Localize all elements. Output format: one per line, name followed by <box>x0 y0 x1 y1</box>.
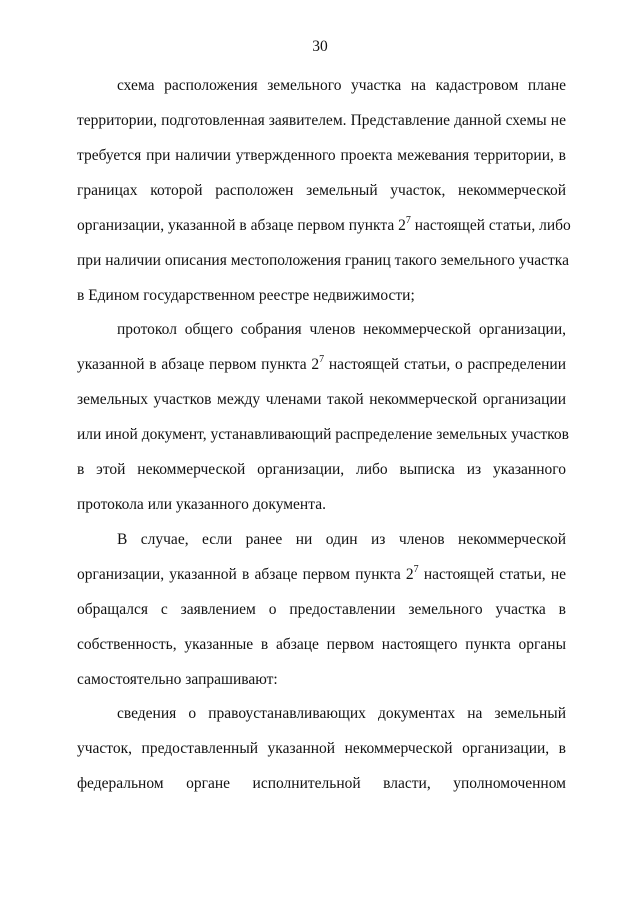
text-line: земельных участков между членами такой некоммерческой организации <box>77 391 566 408</box>
text-line: организации, указанной в абзаце первом пункта $2^7$ настоящей статьи, либо <box>77 215 571 234</box>
superscript: 7 <box>413 564 419 575</box>
superscript: 7 <box>405 215 411 226</box>
text-line: требуется при наличии утвержденного проекта межевания территории, в <box>77 147 566 164</box>
text-line: в этой некоммерческой организации, либо выписка из указанного <box>77 461 566 478</box>
text-line: территории, подготовленная заявителем. Представление данной схемы не <box>77 112 566 129</box>
page-number: 30 <box>312 38 328 55</box>
text-line: федеральном органе исполнительной власти, уполномоченном <box>77 775 566 792</box>
text-line: границах которой расположен земельный участок, некоммерческой <box>77 182 566 199</box>
text-line: организации, указанной в абзаце первом пункта $2^7$ настоящей статьи, не <box>77 564 566 583</box>
text-line: указанной в абзаце первом пункта $2^7$ настоящей статьи, о распределении <box>77 354 566 373</box>
text-line: протокола или указанного документа. <box>77 496 326 513</box>
text-line: собственность, указанные в абзаце первом настоящего пункта органы <box>77 636 566 653</box>
text-line: схема расположения земельного участка на кадастровом плане <box>117 77 566 94</box>
text-line: в Едином государственном реестре недвижимости; <box>77 287 415 304</box>
superscript: 7 <box>319 354 325 365</box>
text-line: протокол общего собрания членов некоммерческой организации, <box>117 321 566 338</box>
text-line: участок, предоставленный указанной некоммерческой организации, в <box>77 740 566 757</box>
text-line: или иной документ, устанавливающий распределение земельных участков <box>77 426 569 443</box>
text-line: В случае, если ранее ни один из членов некоммерческой <box>117 531 566 548</box>
text-line: обращался с заявлением о предоставлении земельного участка в <box>77 601 566 618</box>
text-line: сведения о правоустанавливающих документах на земельный <box>117 705 566 722</box>
text-line: самостоятельно запрашивают: <box>77 671 278 688</box>
text-line: при наличии описания местоположения границ такого земельного участка <box>77 252 569 269</box>
